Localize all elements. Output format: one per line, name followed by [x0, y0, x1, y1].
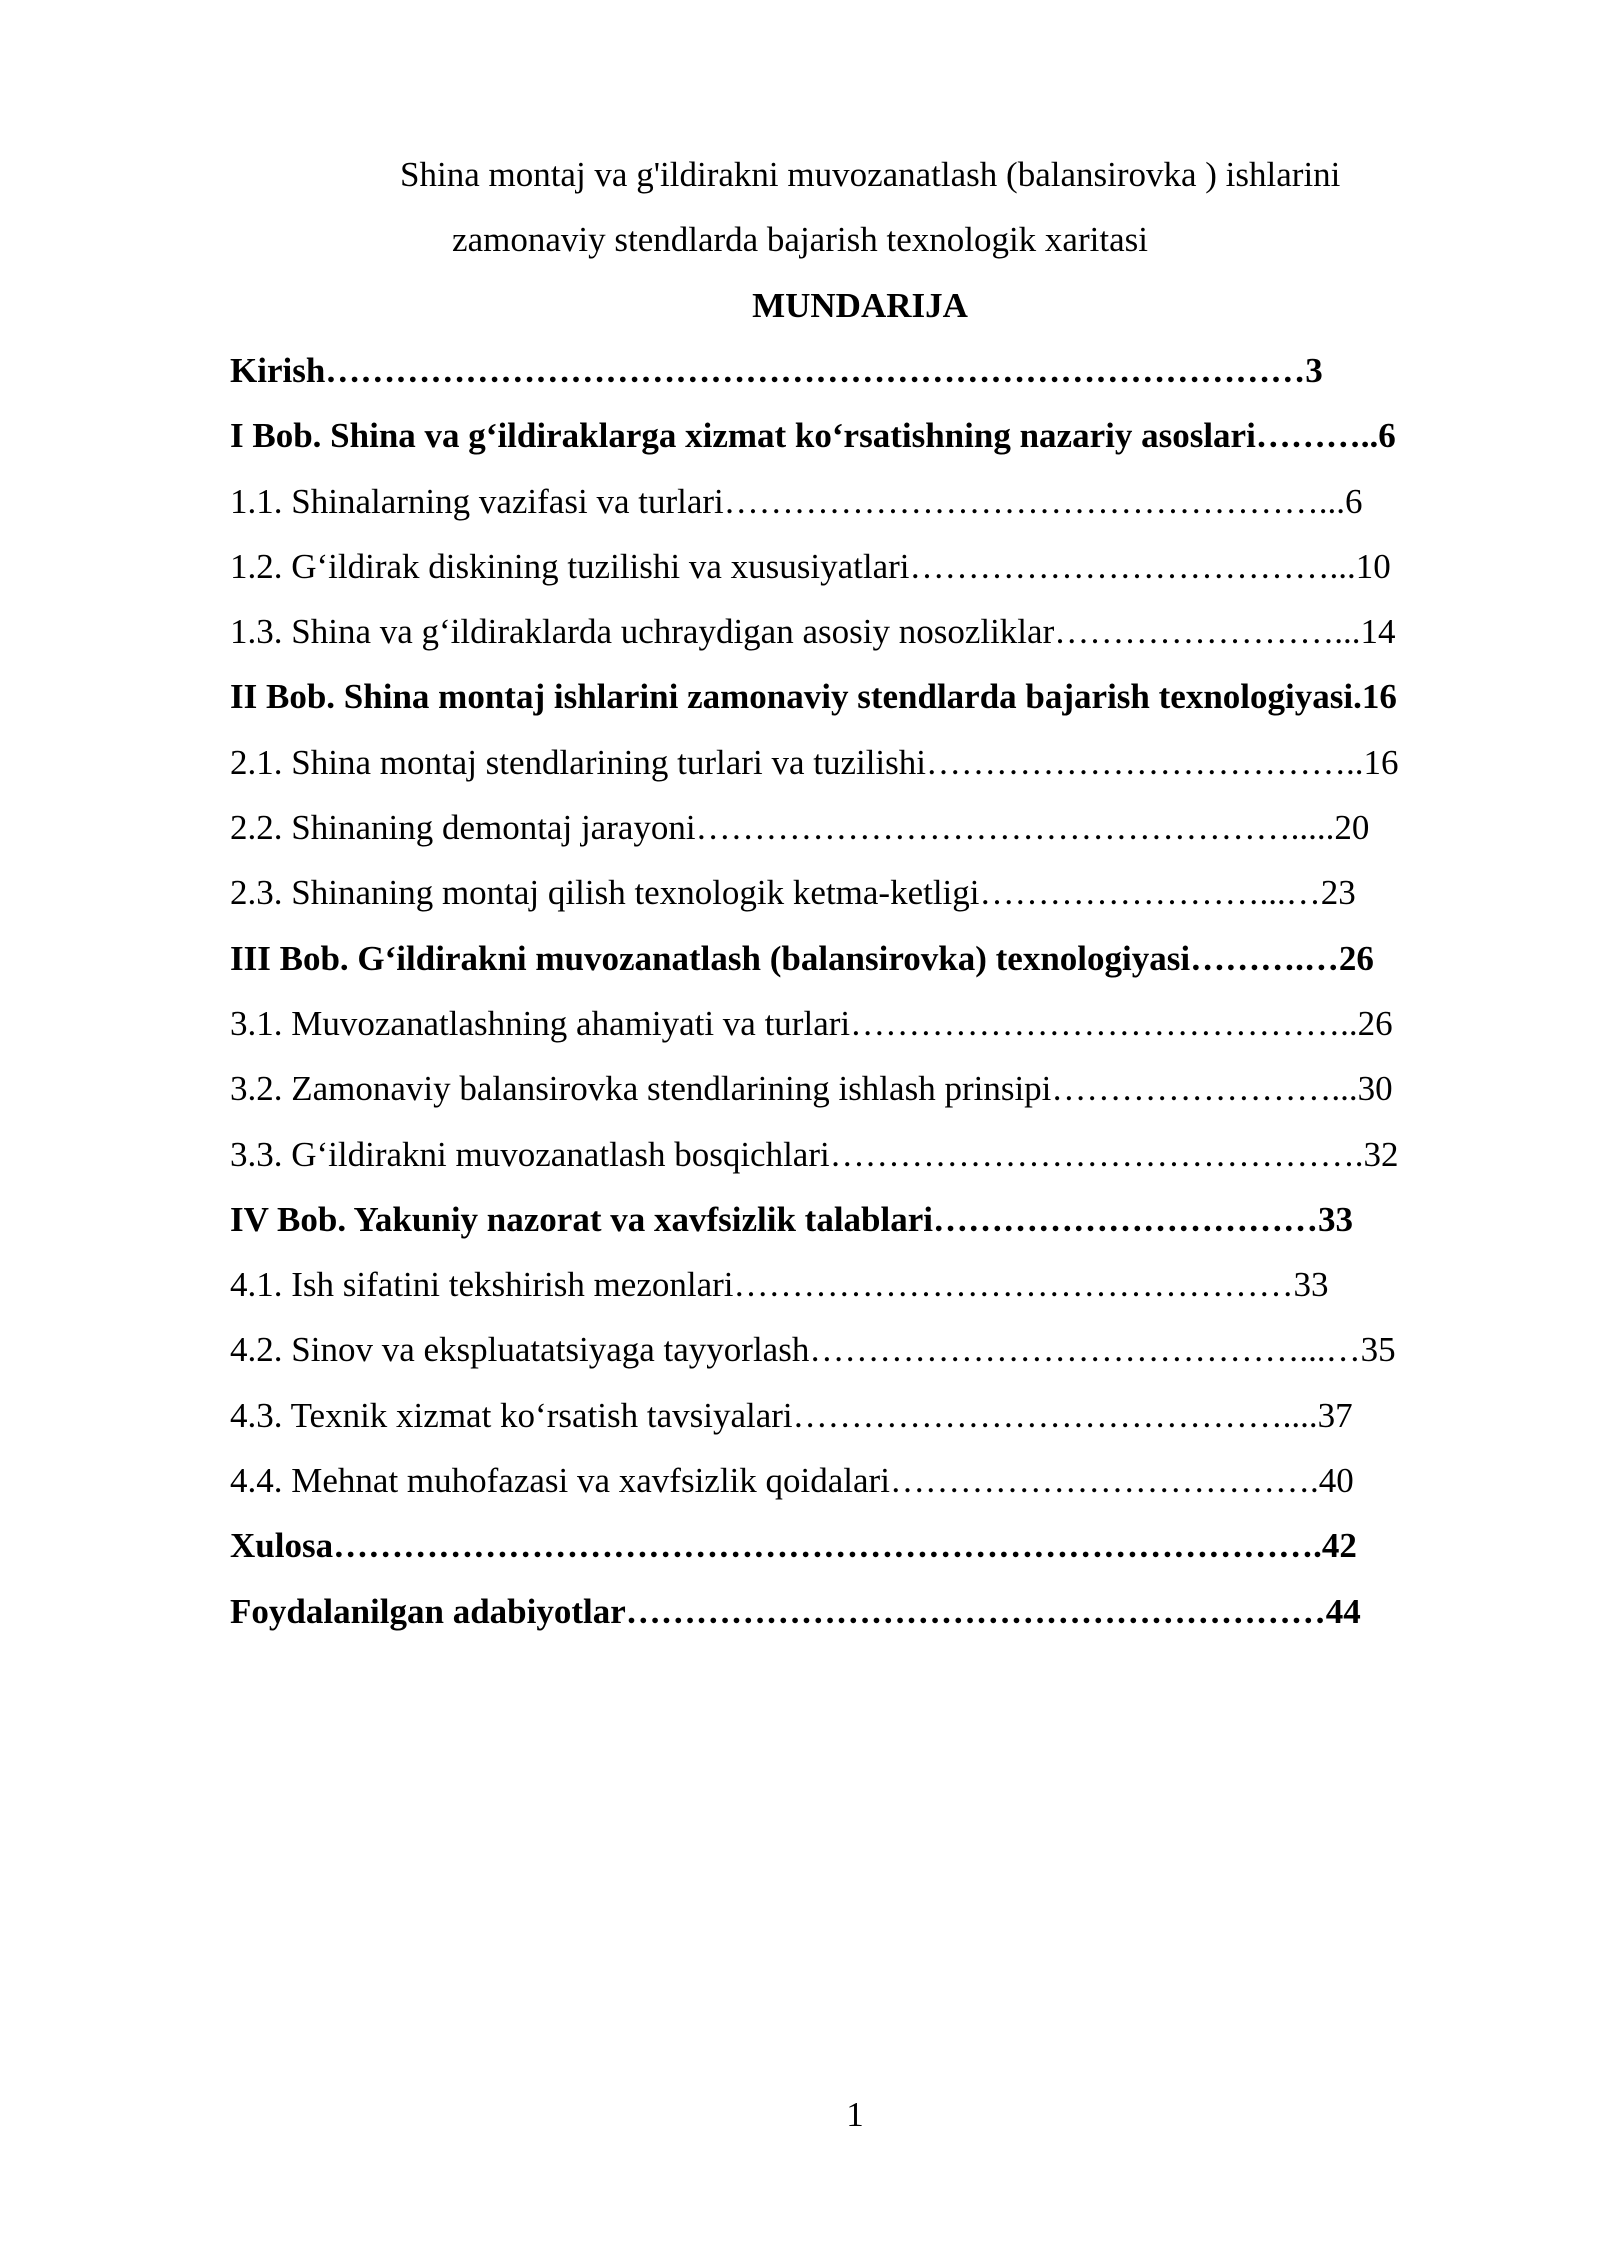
- toc-entry-text: Xulosa………………………………………………………………………….42: [230, 1526, 1357, 1566]
- toc-entry-text: 2.1. Shina montaj stendlarining turlari va tuzilishi………………………………..16: [230, 742, 1399, 782]
- toc-entry: [230, 413, 1490, 478]
- toc-entry: [230, 1132, 1490, 1197]
- toc-entry-text: 4.3. Texnik xizmat ko‘rsatish tavsiyalari……………………………………....37: [230, 1395, 1353, 1435]
- toc-entry-text: 1.3. Shina va g‘ildiraklarda uchraydigan asosiy nosozliklar……………………...14: [230, 612, 1396, 652]
- toc-entry-text: III Bob. G‘ildirakni muvozanatlash (balansirovka) texnologiyasi……….…26: [230, 938, 1374, 978]
- table-of-contents: [230, 348, 1490, 1654]
- toc-entry: [230, 1066, 1490, 1131]
- toc-entry: [230, 674, 1490, 739]
- toc-entry: [230, 348, 1490, 413]
- toc-entry-text: II Bob. Shina montaj ishlarini zamonaviy stendlarda bajarish texnologiyasi.16: [230, 677, 1397, 717]
- toc-entry-text: 3.2. Zamonaviy balansirovka stendlarining ishlash prinsipi……………………...30: [230, 1069, 1393, 1109]
- toc-entry-text: 4.2. Sinov va ekspluatatsiyaga tayyorlash……………………………………...…35: [230, 1330, 1396, 1370]
- toc-entry: [230, 1001, 1490, 1066]
- toc-entry-text: Foydalanilgan adabiyotlar……………………………………………………44: [230, 1591, 1361, 1631]
- document-title-line-2: zamonaviy stendlarda bajarish texnologik xaritasi: [452, 220, 1148, 259]
- toc-entry-text: 4.1. Ish sifatini tekshirish mezonlari…………………………………………33: [230, 1265, 1329, 1305]
- toc-entry-text: IV Bob. Yakuniy nazorat va xavfsizlik talablari……………………………33: [230, 1199, 1354, 1239]
- toc-entry-text: 2.2. Shinaning demontaj jarayoni…………………………………………….....20: [230, 808, 1370, 848]
- toc-entry: [230, 1523, 1490, 1588]
- page-number: 1: [846, 2095, 864, 2134]
- toc-entry: [230, 936, 1490, 1001]
- toc-entry-text: 4.4. Mehnat muhofazasi va xavfsizlik qoidalari……………………………….40: [230, 1461, 1354, 1501]
- toc-entry: [230, 1327, 1490, 1392]
- toc-entry: [230, 870, 1490, 935]
- toc-entry: [230, 740, 1490, 805]
- toc-entry: [230, 479, 1490, 544]
- toc-entry-text: 3.1. Muvozanatlashning ahamiyati va turlari……………………………………..26: [230, 1003, 1393, 1043]
- toc-entry: [230, 609, 1490, 674]
- toc-entry: [230, 1589, 1490, 1654]
- toc-entry: [230, 805, 1490, 870]
- toc-heading: MUNDARIJA: [752, 286, 968, 325]
- toc-entry-text: Kirish…………………………………………………………………………3: [230, 351, 1323, 390]
- toc-entry: [230, 1458, 1490, 1523]
- toc-entry-text: 3.3. G‘ildirakni muvozanatlash bosqichlari……………………………………….32: [230, 1134, 1399, 1174]
- toc-entry: [230, 1262, 1490, 1327]
- toc-entry-text: 1.2. G‘ildirak diskining tuzilishi va xususiyatlari………………………………...10: [230, 546, 1391, 586]
- toc-entry: [230, 544, 1490, 609]
- toc-entry-text: I Bob. Shina va g‘ildiraklarga xizmat ko‘rsatishning nazariy asoslari………..6: [230, 416, 1396, 456]
- toc-entry: [230, 1197, 1490, 1262]
- toc-entry-text: 1.1. Shinalarning vazifasi va turlari……………………………………………...6: [230, 481, 1363, 521]
- toc-entry: [230, 1393, 1490, 1458]
- document-title-line-1: Shina montaj va g'ildirakni muvozanatlash (balansirovka ) ishlarini: [400, 155, 1341, 194]
- toc-entry-text: 2.3. Shinaning montaj qilish texnologik ketma-ketligi……………………...…23: [230, 873, 1356, 913]
